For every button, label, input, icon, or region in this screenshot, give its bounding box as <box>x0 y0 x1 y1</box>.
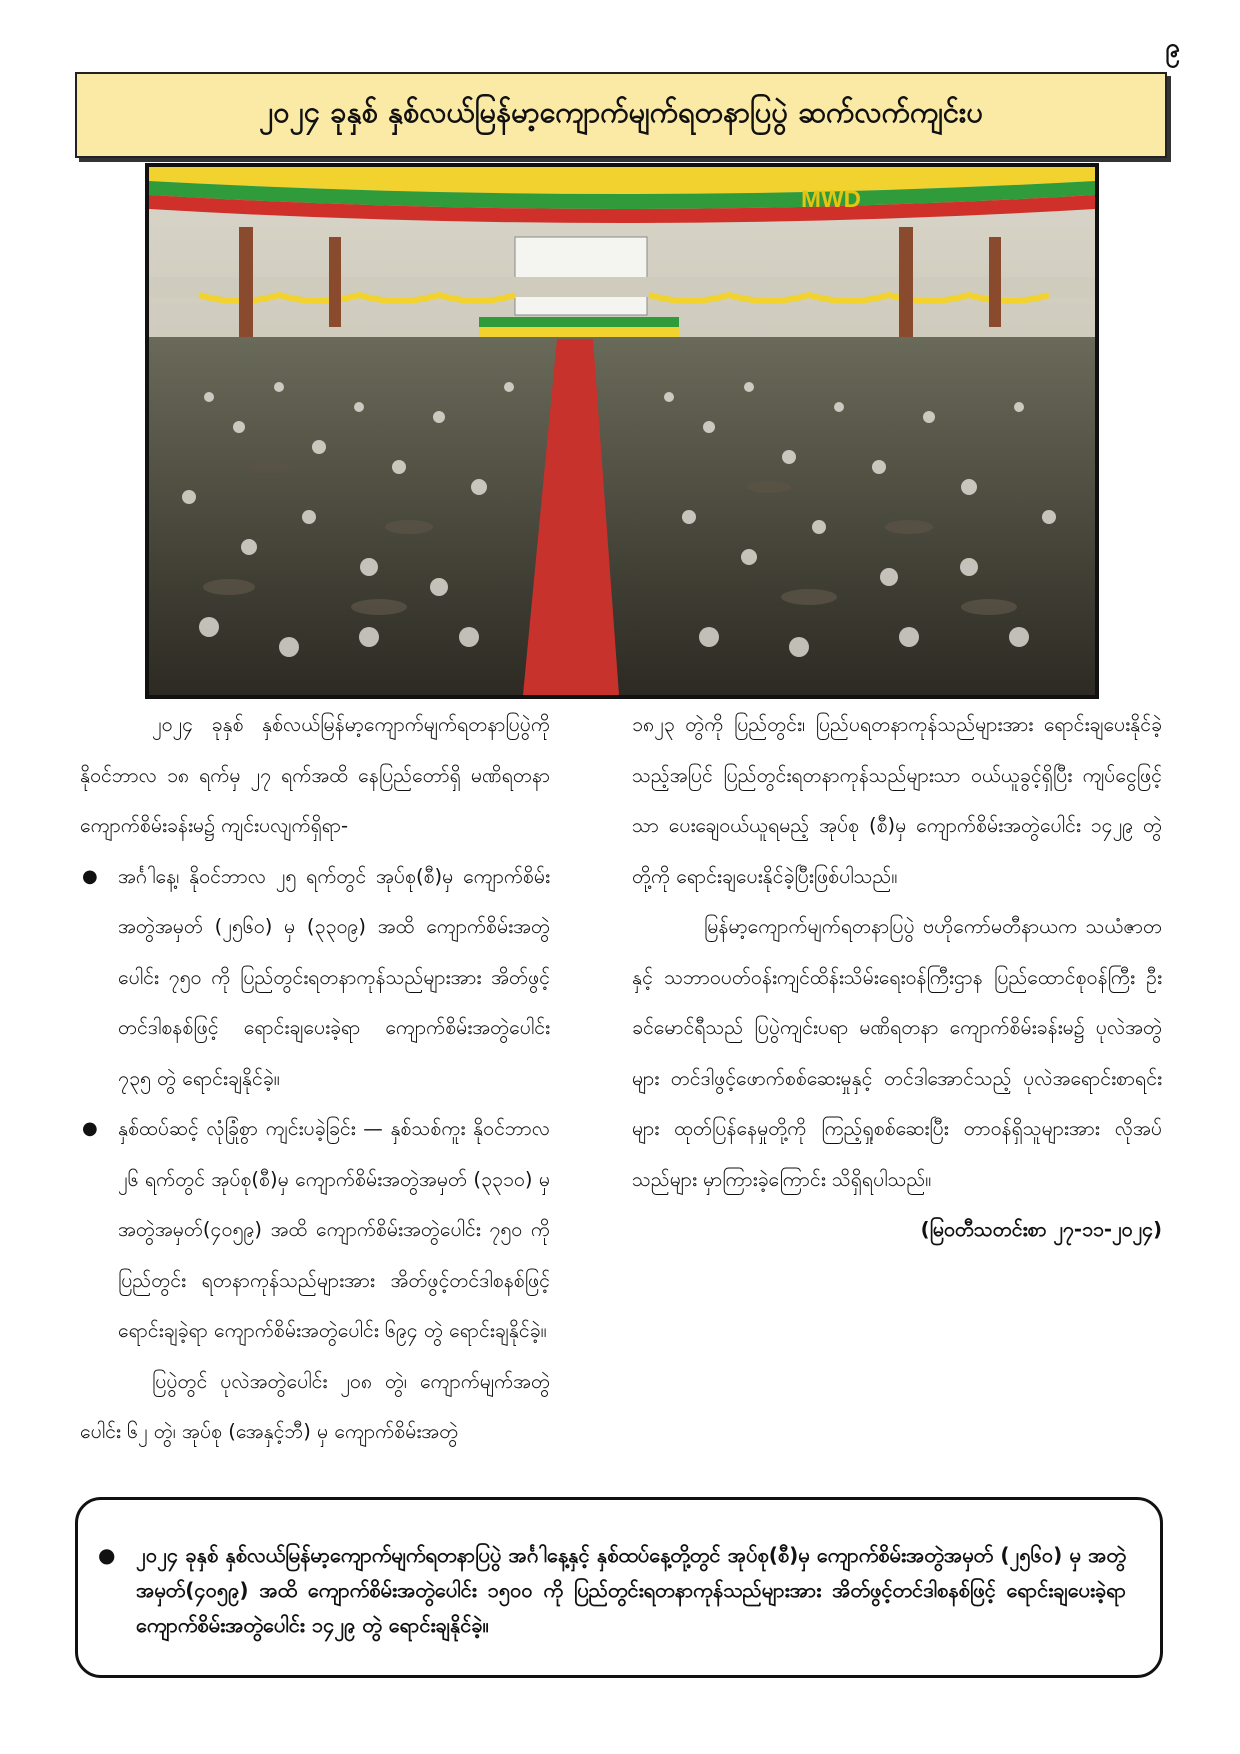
bullet-icon: ● <box>82 865 98 887</box>
list-item <box>80 852 550 1105</box>
sales-bullet-list <box>80 852 550 1357</box>
exhibition-hall-photo <box>145 163 1099 699</box>
list-item <box>80 1104 550 1357</box>
summary-note-box <box>75 1497 1163 1678</box>
page-number: ၉ <box>1165 33 1180 63</box>
bullet-icon: ● <box>82 1118 98 1139</box>
bullet-text: အင်္ဂါနေ့၊ နိုဝင်ဘာလ ၂၅ ရက်တွင် အုပ်စု(စီ)မှ ကျောက်စိမ်းအတွဲအမှတ် (၂၅၆၀) မှ (၃၃၀၉) အထိ ကျောက်စိမ်းအတွဲပေါင်း ၇၅၀ ကို ပြည်တွင်းရတနာကုန်သည်များအား အိတ်ဖွင့်တင်ဒါစနစ်ဖြင့် ရောင်းချပေးခဲ့ရာ ကျောက်စိမ်းအတွဲပေါင်း ၇၃၅ တွဲ ရောင်းချနိုင်ခဲ့။ <box>118 864 550 1090</box>
title-banner <box>75 72 1167 158</box>
intro-paragraph: ၂၀၂၄ ခုနှစ် နှစ်လယ်မြန်မာ့ကျောက်မျက်ရတနာပြပွဲကို နိုဝင်ဘာလ ၁၈ ရက်မှ ၂၇ ရက်အထိ နေပြည်တော်ရှိ မဏိရတနာကျောက်စိမ်းခန်းမ၌ ကျင်းပလျက်ရှိရာ- <box>80 713 550 837</box>
page-title: ၂၀၂၄ ခုနှစ် နှစ်လယ်မြန်မာ့ကျောက်မျက်ရတနာပြပွဲ ဆက်လက်ကျင်းပ <box>259 94 983 129</box>
minister-paragraph: မြန်မာ့ကျောက်မျက်ရတနာပြပွဲ ဗဟိုကော်မတီနာယက သယံဇာတနှင့် သဘာဝပတ်ဝန်းကျင်ထိန်းသိမ်းရေးဝန်ကြီးဌာန ပြည်ထောင်စုဝန်ကြီး ဦးခင်မောင်ရီသည် ပြပွဲကျင်းပရာ မဏိရတနာ ကျောက်စိမ်းခန်းမ၌ ပုလဲအတွဲများ တင်ဒါဖွင့်ဖောက်စစ်ဆေးမှုနှင့် တင်ဒါအောင်သည့် ပုလဲအရောင်းစာရင်းများ ထုတ်ပြန်နေမှုတို့ကို ကြည့်ရှုစစ်ဆေးပြီး တာဝန်ရှိသူများအား လိုအပ်သည်များ မှာကြားခဲ့ကြောင်း သိရှိရပါသည်။ <box>632 915 1162 1191</box>
watermark-logo: MWD <box>801 186 861 213</box>
summary-text: ၂၀၂၄ ခုနှစ် နှစ်လယ်မြန်မာ့ကျောက်မျက်ရတနာပြပွဲ အင်္ဂါနေ့နှင့် နှစ်ထပ်နေ့တို့တွင် အုပ်စု(စီ)မှ ကျောက်စိမ်းအတွဲအမှတ် (၂၅၆၀) မှ အတွဲအမှတ်(၄၀၅၉) အထိ ကျောက်စိမ်းအတွဲပေါင်း ၁၅၀၀ ကို ပြည်တွင်းရတနာကုန်သည်များအား အိတ်ဖွင့်တင်ဒါစနစ်ဖြင့် ရောင်းချပေးခဲ့ရာ ကျောက်စိမ်းအတွဲပေါင်း ၁၄၂၉ တွဲ ရောင်းချနိုင်ခဲ့။ <box>136 1543 1126 1637</box>
projection-screen <box>515 237 647 315</box>
source-citation: (မြဝတီသတင်းစာ ၂၇-၁၁-၂၀၂၄) <box>920 1218 1162 1241</box>
closing-paragraph: ပြပွဲတွင် ပုလဲအတွဲပေါင်း ၂၀၈ တွဲ၊ ကျောက်မျက်အတွဲပေါင်း ၆၂ တွဲ၊ အုပ်စု (အေနှင့်ဘီ) မှ ကျောက်စိမ်းအတွဲ <box>80 1369 550 1443</box>
bullet-text: နှစ်ထပ်ဆင့် လုံခြုံစွာ ကျင်းပခဲ့ခြင်း — နှစ်သစ်ကူး နိုဝင်ဘာလ ၂၆ ရက်တွင် အုပ်စု(စီ)မှ ကျောက်စိမ်းအတွဲအမှတ် (၃၃၁၀) မှ အတွဲအမှတ်(၄၀၅၉) အထိ ကျောက်စိမ်းအတွဲပေါင်း ၇၅၀ ကို ပြည်တွင်း ရတနာကုန်သည်များအား အိတ်ဖွင့်တင်ဒါစနစ်ဖြင့် ရောင်းချခဲ့ရာ ကျောက်စိမ်းအတွဲပေါင်း ၆၉၄ တွဲ ရောင်းချနိုင်ခဲ့။ <box>118 1117 550 1342</box>
bullet-icon: ● <box>98 1543 116 1567</box>
continuation-paragraph: ၁၈၂၃ တွဲကို ပြည်တွင်း၊ ပြည်ပရတနာကုန်သည်များအား ရောင်းချပေးနိုင်ခဲ့သည့်အပြင် ပြည်တွင်းရတနာကုန်သည်များသာ ဝယ်ယူခွင့်ရှိပြီး ကျပ်ငွေဖြင့်သာ ပေးချေဝယ်ယူရမည့် အုပ်စု (စီ)မှ ကျောက်စိမ်းအတွဲပေါင်း ၁၄၂၉ တွဲ တို့ကို ရောင်းချပေးနိုင်ခဲ့ပြီးဖြစ်ပါသည်။ <box>632 713 1162 888</box>
left-column <box>80 700 550 1458</box>
right-column <box>632 700 1162 1256</box>
hall-illustration <box>149 167 1095 695</box>
